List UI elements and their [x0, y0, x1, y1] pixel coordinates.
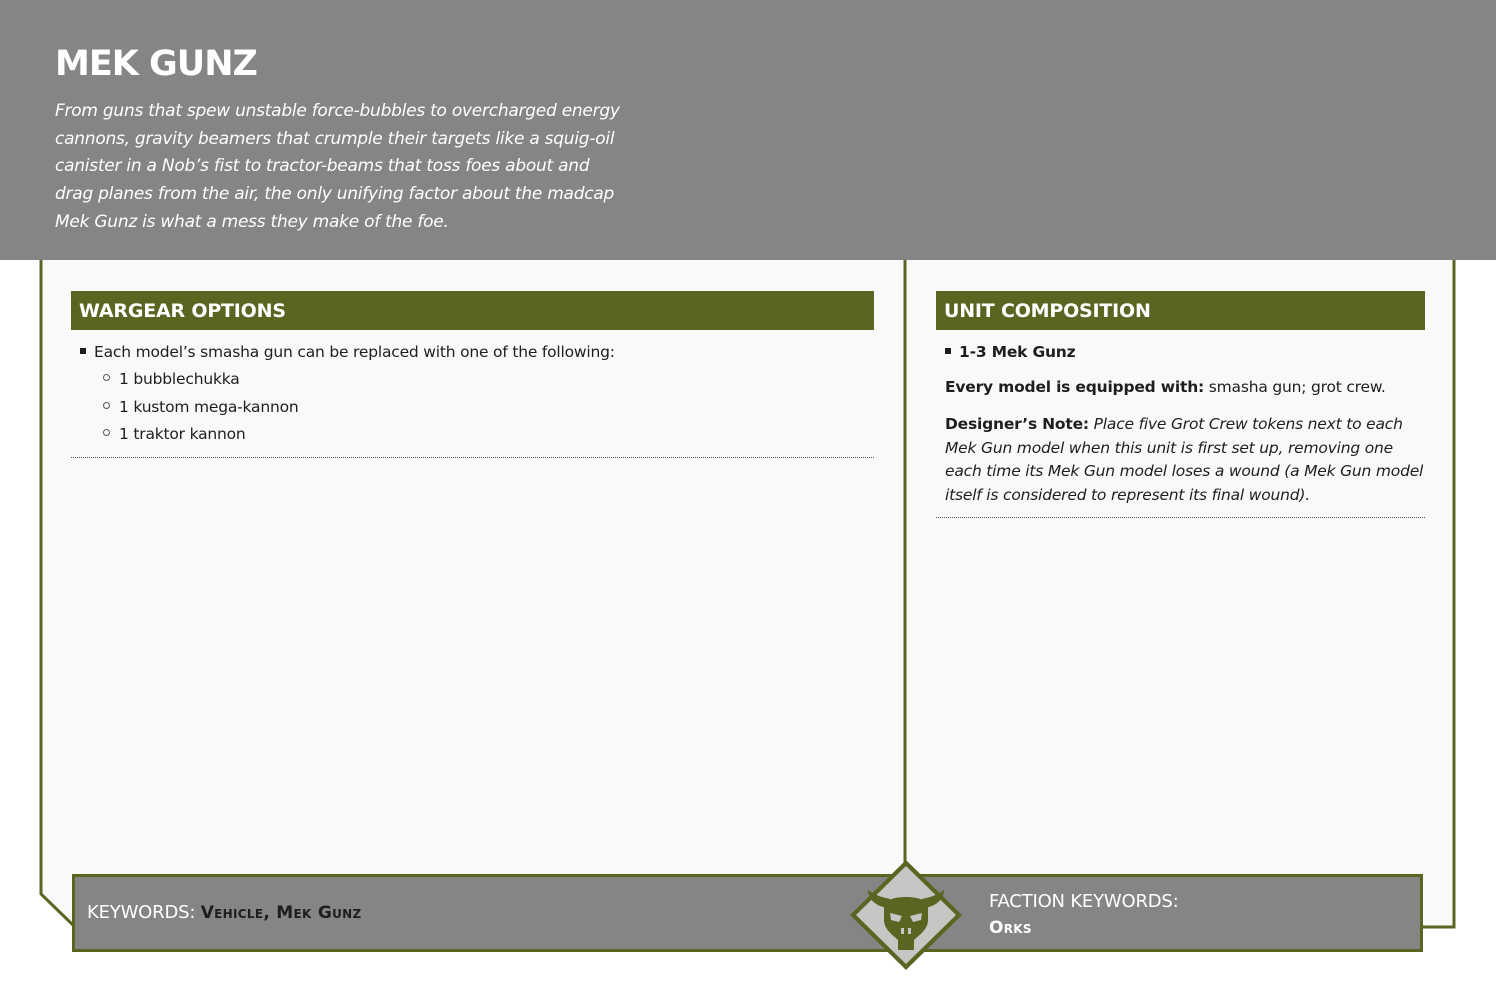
- wargear-option-item: 1 bubblechukka: [80, 370, 615, 398]
- unit-title: MEK GUNZ: [55, 44, 257, 84]
- keywords-value: Vehicle, Mek Gunz: [200, 903, 362, 923]
- faction-keywords-value: Orks: [989, 918, 1032, 938]
- unit-size: 1-3 Mek Gunz: [945, 343, 1075, 361]
- header-banner: [0, 0, 1496, 260]
- wargear-option-item: 1 kustom mega-kannon: [80, 398, 615, 426]
- dotted-divider: [936, 517, 1425, 518]
- lore-text: From guns that spew unstable force-bubbles to overcharged energy cannons, gravity beamers that crumple their targets like a squig-oil canister in a Nob’s fist to tractor-beams that toss foes about and drag planes from the air, the only unifying factor about the madcap Mek Gunz is what a mess they make of the foe.: [55, 101, 620, 232]
- faction-keywords: [989, 889, 1179, 941]
- ork-skull-icon: [848, 858, 964, 972]
- circle-bullet-icon: [103, 429, 110, 436]
- faction-keywords-label: FACTION KEYWORDS:: [989, 891, 1179, 912]
- circle-bullet-icon: [103, 374, 110, 381]
- dotted-divider: [71, 457, 874, 458]
- wargear-option-item: 1 traktor kannon: [80, 425, 615, 452]
- wargear-options-heading: WARGEAR OPTIONS: [71, 291, 874, 330]
- square-bullet-icon: [945, 348, 951, 354]
- square-bullet-icon: [80, 348, 86, 354]
- keywords-line: [87, 902, 361, 923]
- wargear-option-intro: Each model’s smasha gun can be replaced with one of the following:: [80, 343, 615, 370]
- equipment-line: Every model is equipped with: smasha gun; grot crew.: [945, 378, 1386, 396]
- designers-note: Designer’s Note: Place five Grot Crew tokens next to each Mek Gun model when this unit is first set up, removing one each time its Mek Gun model loses a wound (a Mek Gun model itself is considered to represent its final wound).: [945, 415, 1424, 505]
- circle-bullet-icon: [103, 402, 110, 409]
- unit-composition-heading: UNIT COMPOSITION: [936, 291, 1425, 330]
- keywords-label: KEYWORDS:: [87, 902, 201, 923]
- wargear-options-list: [80, 343, 615, 452]
